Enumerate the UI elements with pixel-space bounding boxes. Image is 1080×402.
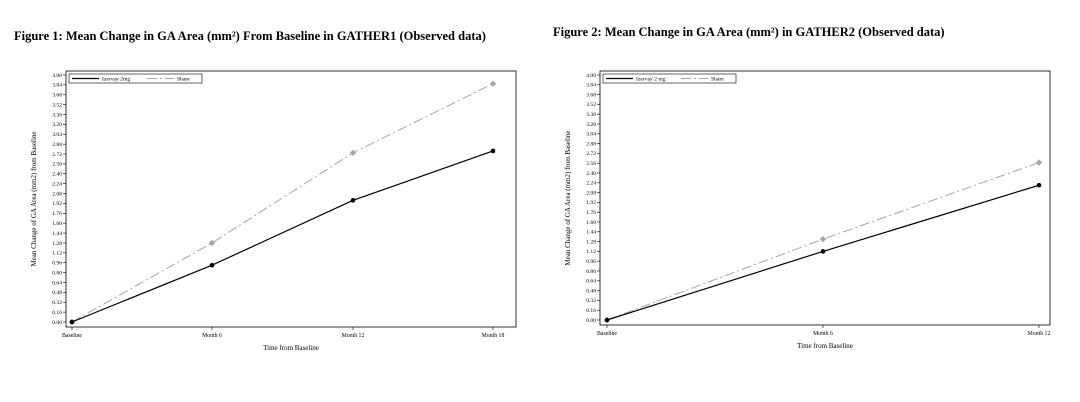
y-tick-label: 3.20 xyxy=(586,121,596,128)
y-tick-label: 0.80 xyxy=(586,268,596,275)
x-axis-label: Time from Baseline xyxy=(263,344,319,352)
chart-1 xyxy=(30,71,516,352)
data-point-sham xyxy=(350,150,356,156)
y-tick-label: 0.32 xyxy=(586,298,596,305)
y-tick-label: 2.88 xyxy=(586,141,596,148)
y-tick-label: 0.32 xyxy=(52,300,62,307)
x-tick-label: Month 6 xyxy=(813,331,833,337)
y-tick-label: 3.68 xyxy=(52,92,62,99)
x-tick-label: Baseline xyxy=(597,331,617,337)
x-tick-label: Month 6 xyxy=(202,333,222,339)
x-tick-label: Baseline xyxy=(62,333,82,339)
y-tick-label: 2.40 xyxy=(52,171,62,178)
data-point-sham xyxy=(490,80,496,86)
x-tick-label: Month 12 xyxy=(341,333,365,339)
x-tick-label: Month 12 xyxy=(1027,331,1051,337)
plot-frame xyxy=(600,71,1050,325)
x-axis-label: Time from Baseline xyxy=(797,342,853,350)
plot-frame xyxy=(66,71,516,327)
y-tick-label: 2.72 xyxy=(52,151,62,158)
y-tick-label: 2.08 xyxy=(52,191,62,198)
y-tick-label: 0.16 xyxy=(586,308,596,314)
y-tick-label: 1.76 xyxy=(586,210,596,216)
y-tick-label: 4.00 xyxy=(586,72,596,79)
series-line-sham xyxy=(72,84,493,322)
data-point-sham xyxy=(820,236,826,242)
y-tick-label: 0.96 xyxy=(586,259,596,265)
y-tick-label: 3.04 xyxy=(52,132,62,139)
y-tick-label: 0.48 xyxy=(52,290,62,297)
data-point-izervay xyxy=(821,249,826,254)
y-tick-label: 3.52 xyxy=(52,102,62,109)
y-tick-label: 1.44 xyxy=(52,230,62,237)
y-tick-label: 1.76 xyxy=(52,211,62,218)
y-axis-label: Mean Change of GA Area (mm2) from Baseline xyxy=(30,131,38,267)
y-axis-label: Mean Change of GA Area (mm2) from Baseline xyxy=(564,130,572,266)
y-tick-label: 3.84 xyxy=(52,82,62,89)
x-tick-label: Month 18 xyxy=(481,333,505,339)
y-tick-label: 1.28 xyxy=(586,239,596,246)
y-tick-label: 1.12 xyxy=(586,249,596,256)
y-tick-label: 2.08 xyxy=(586,190,596,197)
legend-label-izervay: Izervay 2mg xyxy=(102,76,131,83)
y-tick-label: 2.56 xyxy=(52,161,62,168)
y-tick-label: 0.64 xyxy=(52,280,62,287)
y-tick-label: 0.96 xyxy=(52,260,62,267)
data-point-sham xyxy=(209,240,215,246)
y-tick-label: 0.00 xyxy=(586,317,596,324)
legend-label-sham: Sham xyxy=(177,76,190,83)
legend-label-izervay: Izervay 2 mg xyxy=(636,76,666,83)
y-tick-label: 2.24 xyxy=(52,181,62,188)
y-tick-label: 2.40 xyxy=(586,170,596,177)
data-point-izervay xyxy=(351,198,356,203)
y-tick-label: 3.68 xyxy=(586,92,596,99)
data-point-izervay xyxy=(210,263,215,268)
y-tick-label: 1.60 xyxy=(52,221,62,227)
y-tick-label: 2.72 xyxy=(586,151,596,158)
y-tick-label: 4.00 xyxy=(52,72,62,79)
data-point-sham xyxy=(1036,159,1042,165)
y-tick-label: 1.28 xyxy=(52,240,62,247)
data-point-izervay xyxy=(1037,183,1042,188)
data-point-izervay xyxy=(605,318,610,323)
y-tick-label: 0.80 xyxy=(52,270,62,277)
data-point-izervay xyxy=(491,149,496,154)
y-tick-label: 2.88 xyxy=(52,141,62,148)
series-line-izervay xyxy=(72,151,493,322)
y-tick-label: 0.48 xyxy=(586,288,596,295)
y-tick-label: 3.04 xyxy=(586,131,596,138)
figure-1-title: Figure 1: Mean Change in GA Area (mm²) From Baseline in GATHER1 (Observed data) xyxy=(14,29,486,43)
y-tick-label: 0.16 xyxy=(52,309,62,316)
y-tick-label: 3.36 xyxy=(586,112,596,118)
y-tick-label: 1.92 xyxy=(586,200,596,207)
legend-label-sham: Sham xyxy=(711,76,724,83)
y-tick-label: 1.12 xyxy=(52,250,62,257)
y-tick-label: 3.84 xyxy=(586,82,596,89)
y-tick-label: 2.56 xyxy=(586,161,596,167)
y-tick-label: 3.20 xyxy=(52,122,62,129)
figure-2-title: Figure 2: Mean Change in GA Area (mm²) in GATHER2 (Observed data) xyxy=(553,25,945,39)
chart-2 xyxy=(564,71,1050,350)
y-tick-label: 0.64 xyxy=(586,278,596,285)
y-tick-label: 3.36 xyxy=(52,112,62,119)
y-tick-label: 0.00 xyxy=(52,319,62,326)
y-tick-label: 2.24 xyxy=(586,180,596,187)
y-tick-label: 1.60 xyxy=(586,219,596,226)
y-tick-label: 1.44 xyxy=(586,229,596,236)
data-point-izervay xyxy=(70,320,75,325)
y-tick-label: 3.52 xyxy=(586,102,596,109)
y-tick-label: 1.92 xyxy=(52,201,62,208)
